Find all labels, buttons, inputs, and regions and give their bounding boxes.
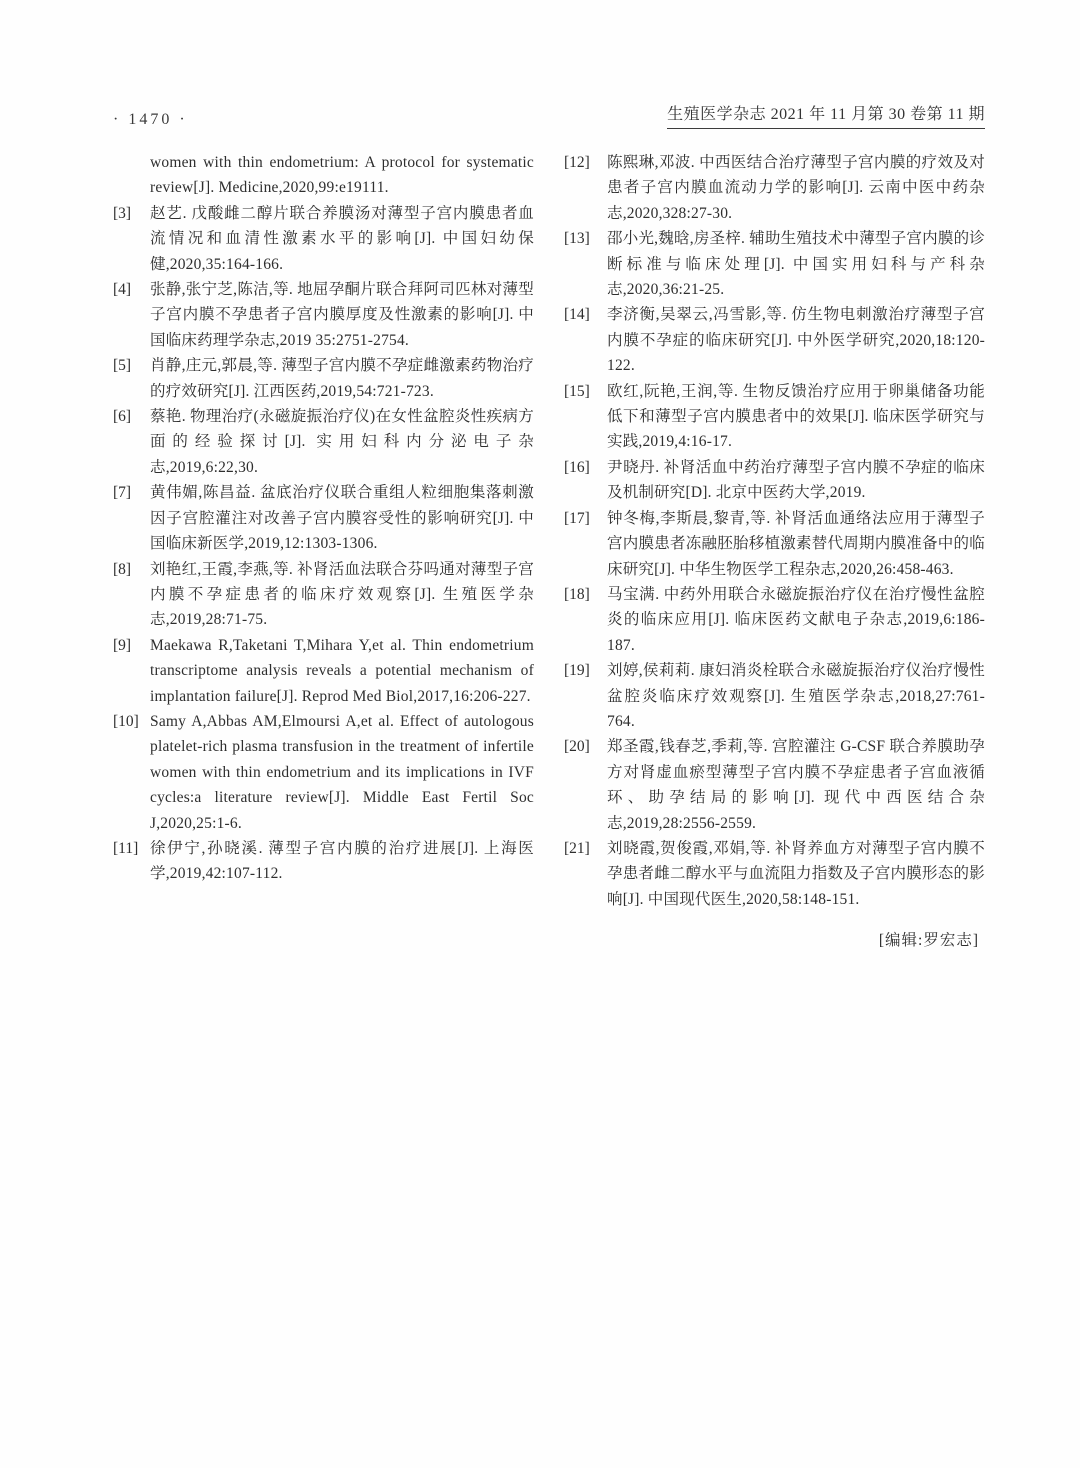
page-header [113, 101, 985, 129]
page-number: · 1470 · [113, 111, 188, 128]
reference-text: 刘晓霞,贺俊霞,邓娟,等. 补肾养血方对薄型子宫内膜不孕患者雌二醇水平与血流阻力指数及子宫内膜形态的影响[J]. 中国现代医生,2020,58:148-151. [607, 839, 985, 908]
reference-item [113, 480, 534, 556]
reference-number: [15] [564, 382, 590, 400]
reference-text: Maekawa R,Taketani T,Mihara Y,et al. Thin endometrium transcriptome analysis reveals a potential mechanism of implantation failure[J]. Reprod Med Biol,2017,16:206-227. [150, 636, 534, 705]
reference-number: [21] [564, 839, 590, 857]
reference-item [113, 836, 534, 887]
reference-text: 邵小光,魏晗,房圣梓. 辅助生殖技术中薄型子宫内膜的诊断标准与临床处理[J]. 中国实用妇科与产科杂志,2020,36:21-25. [607, 230, 985, 299]
reference-text: 刘婷,侯莉莉. 康妇消炎栓联合永磁旋振治疗仪治疗慢性盆腔炎临床疗效观察[J]. 生殖医学杂志,2018,27:761-764. [607, 662, 985, 730]
reference-item [113, 201, 534, 277]
reference-item [113, 353, 534, 404]
reference-text: 黄伟媚,陈昌益. 盆底治疗仪联合重组人粒细胞集落刺激因子宫腔灌注对改善子宫内膜容受性的影响研究[J]. 中国临床新医学,2019,12:1303-1306. [150, 484, 534, 553]
reference-item [113, 633, 534, 709]
reference-number: [6] [113, 408, 132, 426]
reference-text: 陈熙琳,邓波. 中西医结合治疗薄型子宫内膜的疗效及对患者子宫内膜血流动力学的影响[J]. 云南中医中药杂志,2020,328:27-30. [607, 154, 985, 222]
reference-number [113, 150, 150, 201]
reference-text: women with thin endometrium: A protocol for systematic review[J]. Medicine,2020,99:e19111. [150, 154, 534, 197]
reference-number: [13] [564, 230, 590, 248]
reference-number: [19] [564, 662, 590, 680]
reference-item [113, 404, 534, 480]
reference-number: [4] [113, 281, 132, 299]
reference-text: 赵艺. 戊酸雌二醇片联合养膜汤对薄型子宫内膜患者血流情况和血清性激素水平的影响[J]. 中国妇幼保健,2020,35:164-166. [150, 204, 534, 273]
reference-item [113, 709, 534, 836]
reference-item [564, 455, 985, 506]
reference-number: [3] [113, 204, 132, 222]
reference-item [113, 150, 534, 201]
reference-text: 刘艳红,王霞,李燕,等. 补肾活血法联合芬吗通对薄型子宫内膜不孕症患者的临床疗效观察[J]. 生殖医学杂志,2019,28:71-75. [150, 560, 534, 629]
reference-number: [8] [113, 560, 132, 578]
references-section [113, 150, 985, 954]
reference-text: 李济衡,吴翠云,冯雪影,等. 仿生物电刺激治疗薄型子宫内膜不孕症的临床研究[J]. 中外医学研究,2020,18:120-122. [607, 306, 985, 375]
reference-number: [7] [113, 484, 132, 502]
reference-number: [16] [564, 458, 590, 476]
reference-number: [12] [564, 154, 590, 171]
reference-text: 徐伊宁,孙晓溪. 薄型子宫内膜的治疗进展[J]. 上海医学,2019,42:107-112. [150, 839, 534, 883]
reference-text: 马宝满. 中药外用联合永磁旋振治疗仪在治疗慢性盆腔炎的临床应用[J]. 临床医药文献电子杂志,2019,6:186-187. [607, 585, 985, 654]
references-right-column [564, 150, 985, 954]
reference-number: [5] [113, 357, 132, 375]
reference-text: 尹晓丹. 补肾活血中药治疗薄型子宫内膜不孕症的临床及机制研究[D]. 北京中医药大学,2019. [607, 458, 985, 502]
reference-number: [9] [113, 636, 132, 654]
reference-number: [10] [113, 712, 139, 730]
reference-text: Samy A,Abbas AM,Elmoursi A,et al. Effect of autologous platelet-rich plasma transfusion in the treatment of infertile women with thin endometrium and its implications in IVF cycles:a literature review[J]. Middle East Fertil Soc J,2020,25:1-6. [150, 712, 534, 832]
reference-text: 钟冬梅,李斯晨,黎青,等. 补肾活血通络法应用于薄型子宫内膜患者冻融胚胎移植激素替代周期内膜准备中的临床研究[J]. 中华生物医学工程杂志,2020,26:458-463. [607, 509, 985, 578]
reference-item [113, 557, 534, 633]
reference-text: 蔡艳. 物理治疗(永磁旋振治疗仪)在女性盆腔炎性疾病方面的经验探讨[J]. 实用妇科内分泌电子杂志,2019,6:22,30. [150, 408, 534, 476]
reference-number: [18] [564, 585, 590, 603]
reference-text: 肖静,庄元,郭晨,等. 薄型子宫内膜不孕症雌激素药物治疗的疗效研究[J]. 江西医药,2019,54:721-723. [150, 357, 534, 400]
editor-note: [编辑:罗宏志] [878, 932, 979, 950]
reference-item [564, 734, 985, 836]
reference-item [564, 836, 985, 912]
reference-number: [17] [564, 509, 590, 527]
reference-text: 张静,张宁芝,陈洁,等. 地屈孕酮片联合拜阿司匹林对薄型子宫内膜不孕患者子宫内膜厚度及性激素的影响[J]. 中国临床药理学杂志,2019 35:2751-2754. [150, 281, 534, 349]
references-right-list [564, 150, 985, 912]
reference-number: [11] [113, 839, 139, 857]
reference-text: 郑圣霞,钱春芝,季莉,等. 宫腔灌注 G-CSF 联合养膜助孕方对肾虚血瘀型薄型子宫内膜不孕症患者子宫血液循环、助孕结局的影响[J]. 现代中西医结合杂志,2019,28:2556-2559. [607, 738, 985, 832]
reference-item [564, 582, 985, 658]
reference-item [564, 302, 985, 378]
reference-number: [20] [564, 738, 590, 756]
reference-number: [14] [564, 306, 590, 324]
reference-item [564, 226, 985, 302]
reference-text: 欧红,阮艳,王润,等. 生物反馈治疗应用于卵巢储备功能低下和薄型子宫内膜患者中的效果[J]. 临床医学研究与实践,2019,4:16-17. [607, 382, 985, 451]
reference-item [113, 277, 534, 353]
reference-item [564, 658, 985, 734]
journal-header: 生殖医学杂志 2021 年 11 月第 30 卷第 11 期 [667, 101, 985, 129]
reference-item [564, 379, 985, 455]
reference-item [564, 506, 985, 582]
reference-item [564, 150, 985, 226]
references-left-column [113, 150, 534, 954]
